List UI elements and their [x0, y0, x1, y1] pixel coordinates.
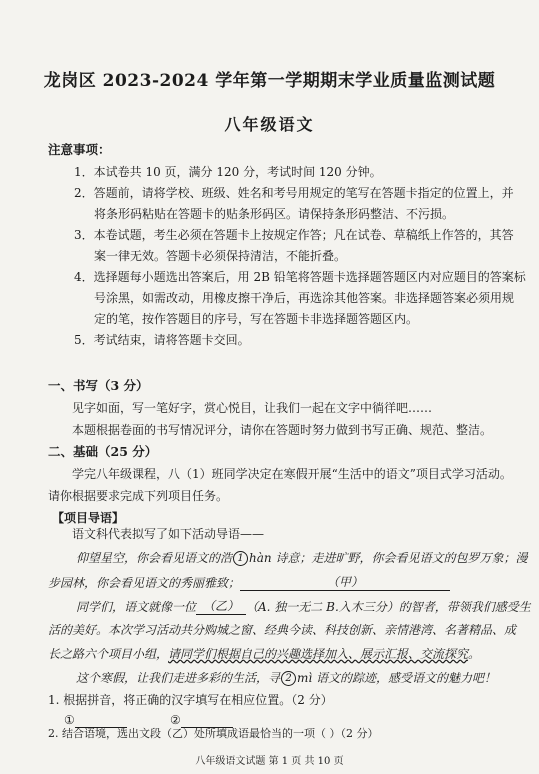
- pinyin-1: hàn: [249, 551, 272, 565]
- wavy-sentence: 请同学们根据自己的兴趣选择加入、展示汇报、交流探究: [168, 647, 469, 661]
- guide-heading: 【项目导语】: [52, 511, 125, 525]
- question-1-answer-1: ①: [64, 712, 127, 728]
- passage-line-6: 这个寒假，让我们走进多彩的生活，寻 2 mì 语文的踪迹，感受语文的魅力吧！: [76, 671, 497, 685]
- page-footer: 八年级语文试题 第 1 页 共 10 页: [195, 756, 344, 767]
- circle-marker-1: 1: [233, 551, 248, 566]
- notes-heading: 注意事项：: [48, 142, 111, 157]
- section1-heading: 一、书写（3 分）: [48, 378, 149, 393]
- notes-item: 5．考试结束，请将答题卡交回。: [74, 333, 250, 347]
- question-1-answer-2: ②: [170, 712, 233, 728]
- notes-item: 1．本试卷共 10 页，满分 120 分，考试时间 120 分钟。: [74, 165, 382, 179]
- section1-line: 本题根据卷面的书写情况评分，请你在答题时努力做到书写正确、规范、整洁。: [72, 423, 493, 437]
- blank-yi[interactable]: （乙）: [196, 598, 246, 615]
- passage-line-2: 步园林，你会看见语文的秀丽雅致； （甲）: [48, 574, 450, 591]
- section2-intro: 请你根据要求完成下列项目任务。: [48, 489, 229, 503]
- circle-marker-2: 2: [281, 671, 296, 686]
- notes-item: 2．答题前，请将学校、班级、姓名和考号用规定的笔写在答题卡指定的位置上，并: [74, 186, 514, 200]
- passage-line-5: 长之路六个项目小组，请同学们根据自己的兴趣选择加入、展示汇报、交流探究。: [48, 647, 481, 661]
- notes-item: 3．本卷试题，考生必须在答题卡上按规定作答；凡在试卷、草稿纸上作答的，其答: [74, 228, 514, 242]
- section2-heading: 二、基础（25 分）: [48, 444, 158, 459]
- notes-item: 号涂黑，如需改动，用橡皮擦干净后，再选涂其他答案。非选择题答案必须用规: [94, 291, 515, 305]
- pinyin-2: mì: [297, 671, 313, 685]
- exam-subtitle: 八年级语文: [224, 115, 315, 134]
- guide-line: 语文科代表拟写了如下活动导语——: [72, 527, 265, 541]
- notes-item: 定的笔，按作答题目的序号，写在答题卡非选择题答题区内。: [94, 312, 419, 326]
- question-2: 2. 结合语境，选出文段（乙）处所填成语最恰当的一项（ ）（2 分）: [48, 727, 379, 740]
- question-1: 1. 根据拼音，将正确的汉字填写在相应位置。（2 分）: [48, 693, 333, 707]
- passage-line-1: 仰望星空，你会看见语文的浩 1 hàn 诗意；走进旷野，你会看见语文的包罗万象；漫: [76, 551, 528, 565]
- section2-intro: 学完八年级课程，八（1）班同学决定在寒假开展“生活中的语文”项目式学习活动。: [72, 467, 512, 481]
- passage-line-3: 同学们，语文就像一位 （乙） （A. 独一无二 B.入木三分）的智者，带领我们感受生: [76, 599, 531, 614]
- blank-jia[interactable]: （甲）: [240, 574, 450, 591]
- notes-item: 4．选择题每小题选出答案后，用 2B 铅笔将答题卡选择题答题区内对应题目的答案标: [74, 270, 526, 284]
- passage-line-4: 活的美好。本次学习活动共分购城之窗、经典今读、科技创新、亲情港湾、名著精品、成: [48, 623, 517, 637]
- notes-item: 将条形码粘贴在答题卡的贴条形码区。请保持条形码整洁、不污损。: [94, 207, 455, 221]
- section1-line: 见字如面，写一笔好字，赏心悦目，让我们一起在文字中徜徉吧……: [72, 401, 433, 415]
- exam-title: 龙岗区 2023-2024 学年第一学期期末学业质量监测试题: [43, 71, 496, 91]
- notes-item: 案一律无效。答题卡必须保持清洁，不能折叠。: [94, 249, 347, 263]
